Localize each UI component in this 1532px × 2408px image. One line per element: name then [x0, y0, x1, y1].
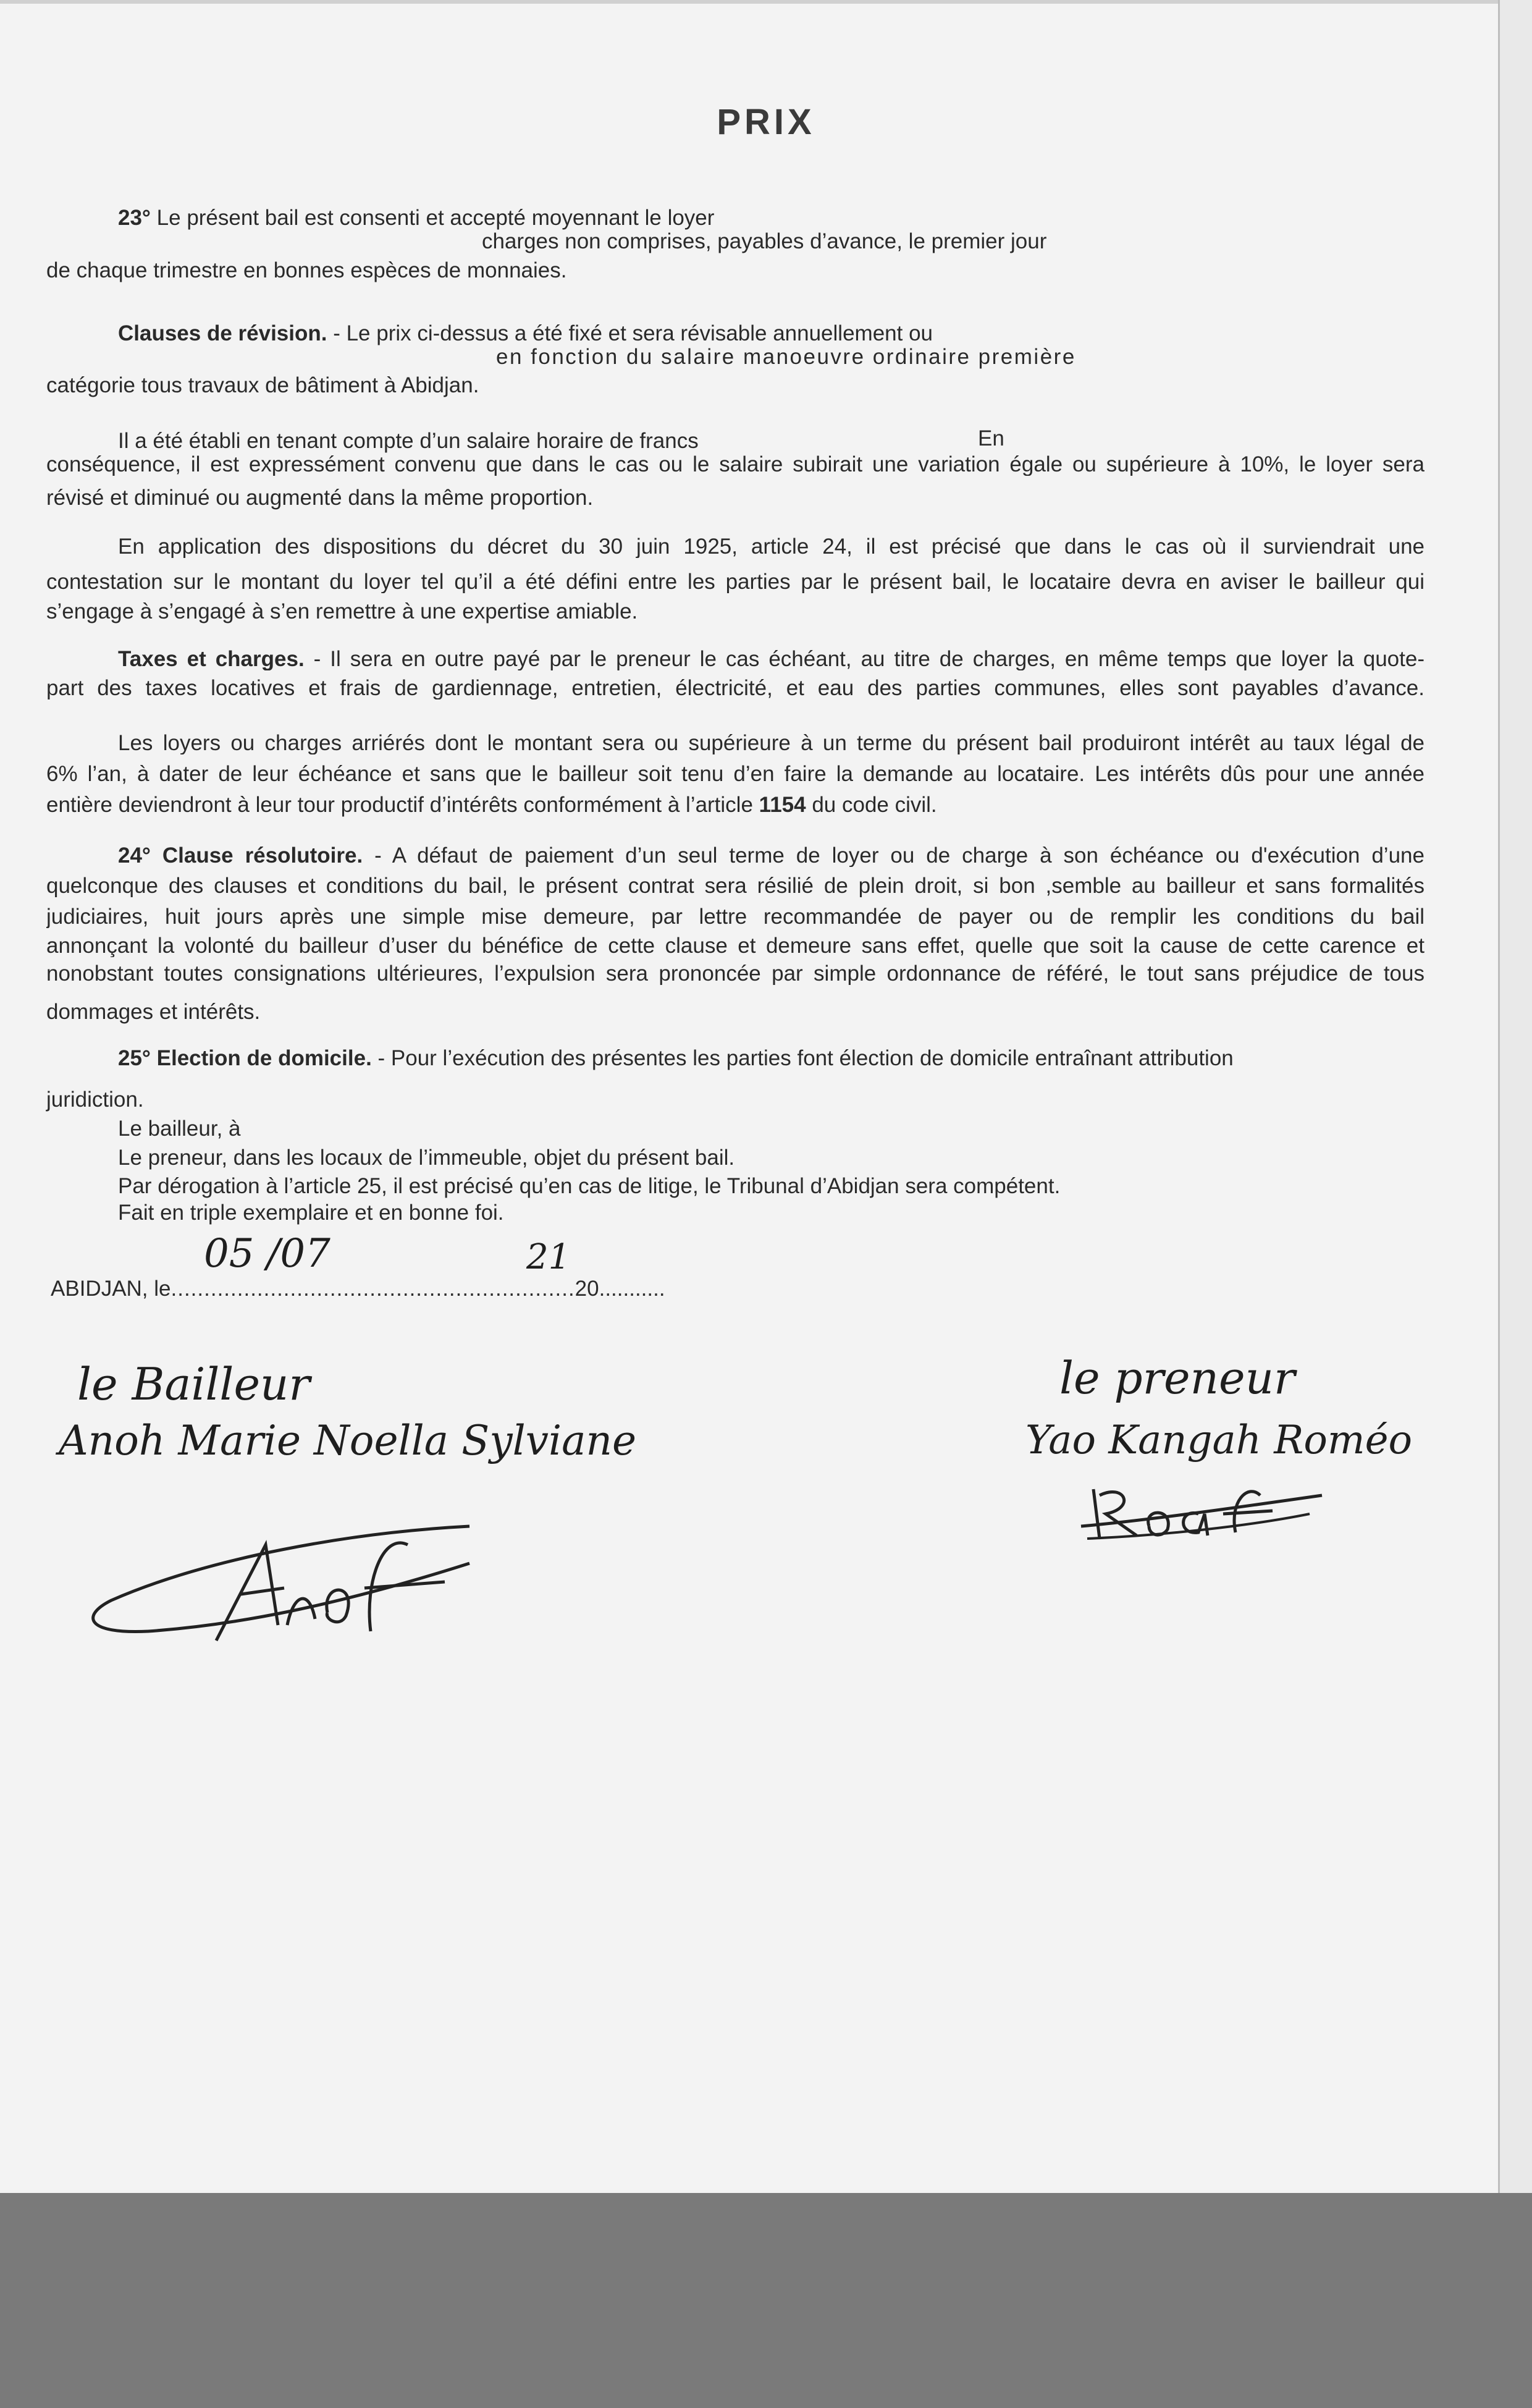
line-text: conséquence, il est expressément convenu que dans le cas ou le salaire subirait une variation égale ou supérieure à 10%, le loyer sera	[46, 454, 1425, 476]
contract-line	[118, 207, 714, 229]
scan-edge	[0, 0, 1498, 4]
line-text: révisé et diminué ou augmenté dans la même proportion.	[46, 486, 594, 510]
contract-line	[46, 454, 1425, 476]
contract-line	[118, 430, 699, 452]
line-text: Par dérogation à l’article 25, il est précisé qu’en cas de litige, le Tribunal d’Abidjan sera compétent.	[118, 1174, 1061, 1198]
date-day-month: 05 /07	[204, 1231, 330, 1277]
section-heading: 23°	[118, 206, 151, 230]
line-text: Il a été établi en tenant compte d’un salaire horaire de francs	[118, 429, 699, 453]
contract-line	[482, 230, 1046, 253]
line-text: - A défaut de paiement d’un seul terme de loyer ou de charge à son échéance ou d'exécution d’une	[363, 845, 1425, 867]
line-text: Le présent bail est consenti et accepté moyennant le loyer	[150, 206, 715, 230]
line-text: Fait en triple exemplaire et en bonne foi.	[118, 1201, 504, 1225]
contract-line	[46, 1089, 144, 1111]
contract-line	[118, 845, 1425, 867]
contract-line	[46, 906, 1425, 928]
date-year: 21	[526, 1237, 571, 1277]
contract-line	[118, 1202, 504, 1224]
line-text: judiciaires, huit jours après une simple mise demeure, par lettre recommandée de payer ou de remplir les conditions du bail	[46, 906, 1425, 928]
line-tail: En	[978, 426, 1004, 450]
contract-line	[118, 648, 1425, 670]
line-text: En application des dispositions du décret du 30 juin 1925, article 24, il est précisé que dans le cas où il surviendrait une	[118, 536, 1425, 558]
line-text: Le preneur, dans les locaux de l’immeuble, objet du présent bail.	[118, 1146, 735, 1170]
line-text: charges non comprises, payables d’avance, le premier jour	[482, 229, 1047, 253]
contract-line	[46, 794, 937, 816]
section-heading: 1154	[759, 793, 806, 817]
line-text: catégorie tous travaux de bâtiment à Abidjan.	[46, 373, 479, 397]
contract-line	[118, 323, 933, 345]
line-text: entière deviendront à leur tour productif d’intérêts conformément à l’article	[46, 793, 759, 817]
contract-line	[46, 875, 1425, 897]
contract-line	[46, 260, 566, 282]
contract-line	[46, 935, 1425, 957]
preneur-name: Yao Kangah Roméo	[1025, 1417, 1412, 1463]
contract-line	[46, 677, 1425, 699]
line-text: s’engage à s’engagé à s’en remettre à une expertise amiable.	[46, 599, 638, 623]
bailleur-name: Anoh Marie Noella Sylviane	[59, 1417, 637, 1464]
contract-line	[46, 601, 638, 623]
line-text: quelconque des clauses et conditions du bail, le présent contrat sera résilié de plein droit, si bon ,semble au bailleur et sans formalités	[46, 875, 1425, 897]
line-text: du code civil.	[806, 793, 937, 817]
line-text: annonçant la volonté du bailleur d’user du bénéfice de cette clause et demeure sans effet, quelle que soit la cause de cette carence et	[46, 935, 1425, 957]
scan-background	[0, 2193, 1532, 2408]
date-line: ABIDJAN, le.............................................................20...........	[51, 1277, 665, 1301]
contract-line	[496, 346, 1076, 368]
bailleur-signature	[74, 1508, 494, 1656]
line-text: dommages et intérêts.	[46, 1000, 261, 1024]
line-text: - Pour l’exécution des présentes les parties font élection de domicile entraînant attribution	[371, 1046, 1234, 1070]
section-heading: Taxes et charges.	[118, 648, 305, 670]
line-text: part des taxes locatives et frais de gardiennage, entretien, électricité, et eau des parties communes, elles sont payables d’avance.	[46, 677, 1425, 699]
contract-line	[46, 374, 479, 397]
contract-line	[118, 1118, 240, 1140]
line-text: de chaque trimestre en bonnes espèces de monnaies.	[46, 258, 567, 282]
line-text: - Il sera en outre payé par le preneur le cas échéant, au titre de charges, en même temps que loyer la quote-	[304, 648, 1425, 670]
section-heading: 25° Election de domicile.	[118, 1046, 372, 1070]
contract-line	[46, 763, 1425, 785]
date-year-prefix: 20	[574, 1277, 599, 1301]
line-text: en fonction du salaire manoeuvre ordinaire première	[496, 345, 1076, 369]
line-text: contestation sur le montant du loyer tel qu’il a été défini entre les parties par le présent bail, le locataire devra en aviser le bailleur qui	[46, 571, 1425, 593]
line-text: juridiction.	[46, 1088, 144, 1112]
line-text: Le bailleur, à	[118, 1117, 241, 1141]
preneur-signature	[1075, 1477, 1334, 1551]
contract-line	[118, 1147, 734, 1169]
contract-line	[46, 963, 1425, 985]
contract-line	[46, 1001, 260, 1023]
contract-line	[118, 732, 1425, 754]
contract-line	[118, 1047, 1234, 1070]
line-text: Les loyers ou charges arriérés dont le montant sera ou supérieure à un terme du présent bail produiront intérêt au taux légal de	[118, 732, 1425, 754]
page-title: PRIX	[717, 102, 815, 142]
contract-line	[118, 1175, 1060, 1198]
line-text: 6% l’an, à dater de leur échéance et sans que le bailleur soit tenu d’en faire la demande au locataire. Les intérêts dûs pour une année	[46, 763, 1425, 785]
contract-line	[118, 536, 1425, 558]
scan-margin	[1500, 0, 1532, 2193]
contract-line	[46, 487, 593, 509]
line-text: - Le prix ci-dessus a été fixé et sera révisable annuellement ou	[327, 321, 933, 345]
bailleur-label: le Bailleur	[77, 1358, 310, 1410]
date-prefix: ABIDJAN, le	[51, 1277, 171, 1301]
section-heading: 24° Clause résolutoire.	[118, 845, 363, 867]
contract-line	[46, 571, 1425, 593]
section-heading: Clauses de révision.	[118, 321, 327, 345]
line-text: nonobstant toutes consignations ultérieures, l’expulsion sera prononcée par simple ordonnance de référé, le tout sans préjudice de tous	[46, 963, 1425, 985]
preneur-label: le preneur	[1059, 1352, 1295, 1404]
